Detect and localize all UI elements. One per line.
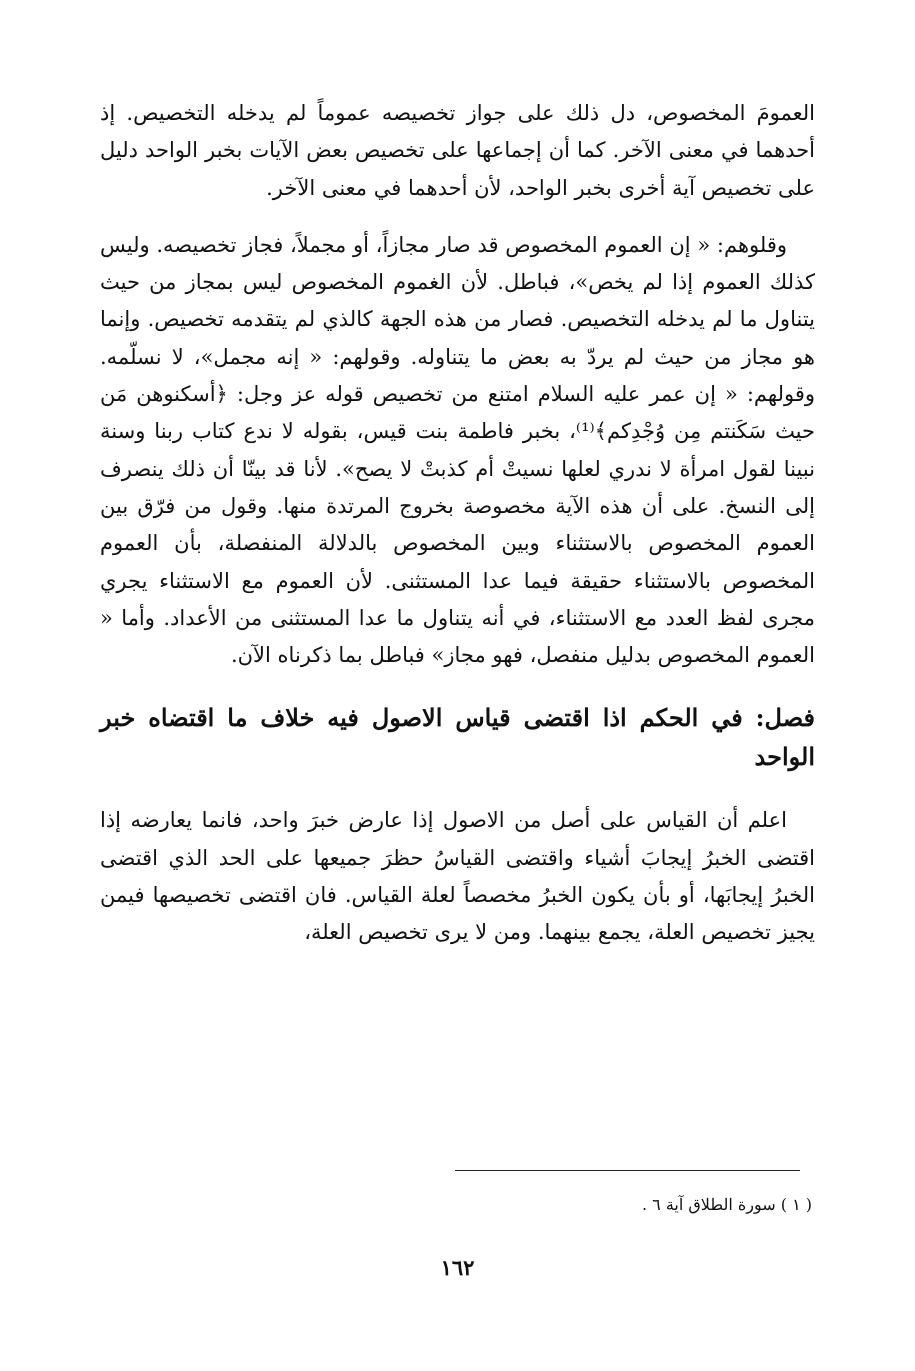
footnote: ( ١ ) سورة الطلاق آية ٦ . — [641, 1195, 812, 1214]
section-heading: فصل: في الحكم اذا اقتضى قياس الاصول فيه خلاف ما اقتضاه خبر الواحد — [100, 703, 815, 772]
body-paragraph-1: العمومَ المخصوص، دل ذلك على جواز تخصيصه عموماً لم يدخله التخصيص. إذ أحدهما في معنى الآخر. كما أن إجماعها على تخصيص بعض الآيات بخبر الواحد دليل على تخصيص آية أخرى بخبر الواحد، لأن أحدهما في معنى الآخر. — [100, 101, 815, 200]
page-number: ١٦٢ — [440, 1255, 475, 1280]
page-body — [100, 95, 815, 972]
body-paragraph-2: وقلوهم: « إن العموم المخصوص قد صار مجازاً، أو مجملاً، فجاز تخصيصه. وليس كذلك العموم إذا لم يخص»، فباطل. لأن الغموم المخصوص ليس بمجاز من حيث يتناول ما لم يدخله التخصيص. فصار من هذه الجهة كالذي لم يتقدمه تخصيص. وإنما هو مجاز من حيث لم يردّ به بعض ما يتناوله. وقولهم: « إنه مجمل»، لا نسلّمه. وقولهم: « إن عمر عليه السلام امتنع من تخصيص قوله عز وجل: ﴿أسكنوهن مَن حيث سَكَنتم مِن وُجْدِكم﴾⁽¹⁾، بخبر فاطمة بنت قيس، بقوله لا ندع كتاب ربنا وسنة نبينا لقول امرأة لا ندري لعلها نسيتْ أم كذبتْ لا يصح». لأنا قد بينّا أن ذلك ينصرف إلى النسخ. على أن هذه الآية مخصوصة بخروج المرتدة منها. وقول من فرّق بين العموم المخصوص بالاستثناء وبين المخصوص بالدلالة المنفصلة، بأن العموم المخصوص بالاستثناء حقيقة فيما عدا المستثنى. لأن العموم مع الاستثناء يجري مجرى لفظ العدد مع الاستثناء، في أنه يتناول ما عدا المستثنى من الأعداد. وأما « العموم المخصوص بدليل منفصل، فهو مجاز» فباطل بما ذكرناه الآن. — [100, 232, 816, 668]
footnote-divider — [455, 1170, 800, 1171]
section-paragraph: اعلم أن القياس على أصل من الاصول إذا عارض خبرَ واحد، فانما يعارضه إذا اقتضى الخبرُ إيجابَ أشياء واقتضى القياسُ حظرَ جميعها على الحد الذي اقتضى الخبرُ إيجابَها، أو بأن يكون الخبرُ مخصصاً لعلة القياس. فان اقتضى تخصيصها فيمن يجيز تخصيص العلة، يجمع بينهما. ومن لا يرى تخصيص العلة، — [100, 808, 815, 945]
